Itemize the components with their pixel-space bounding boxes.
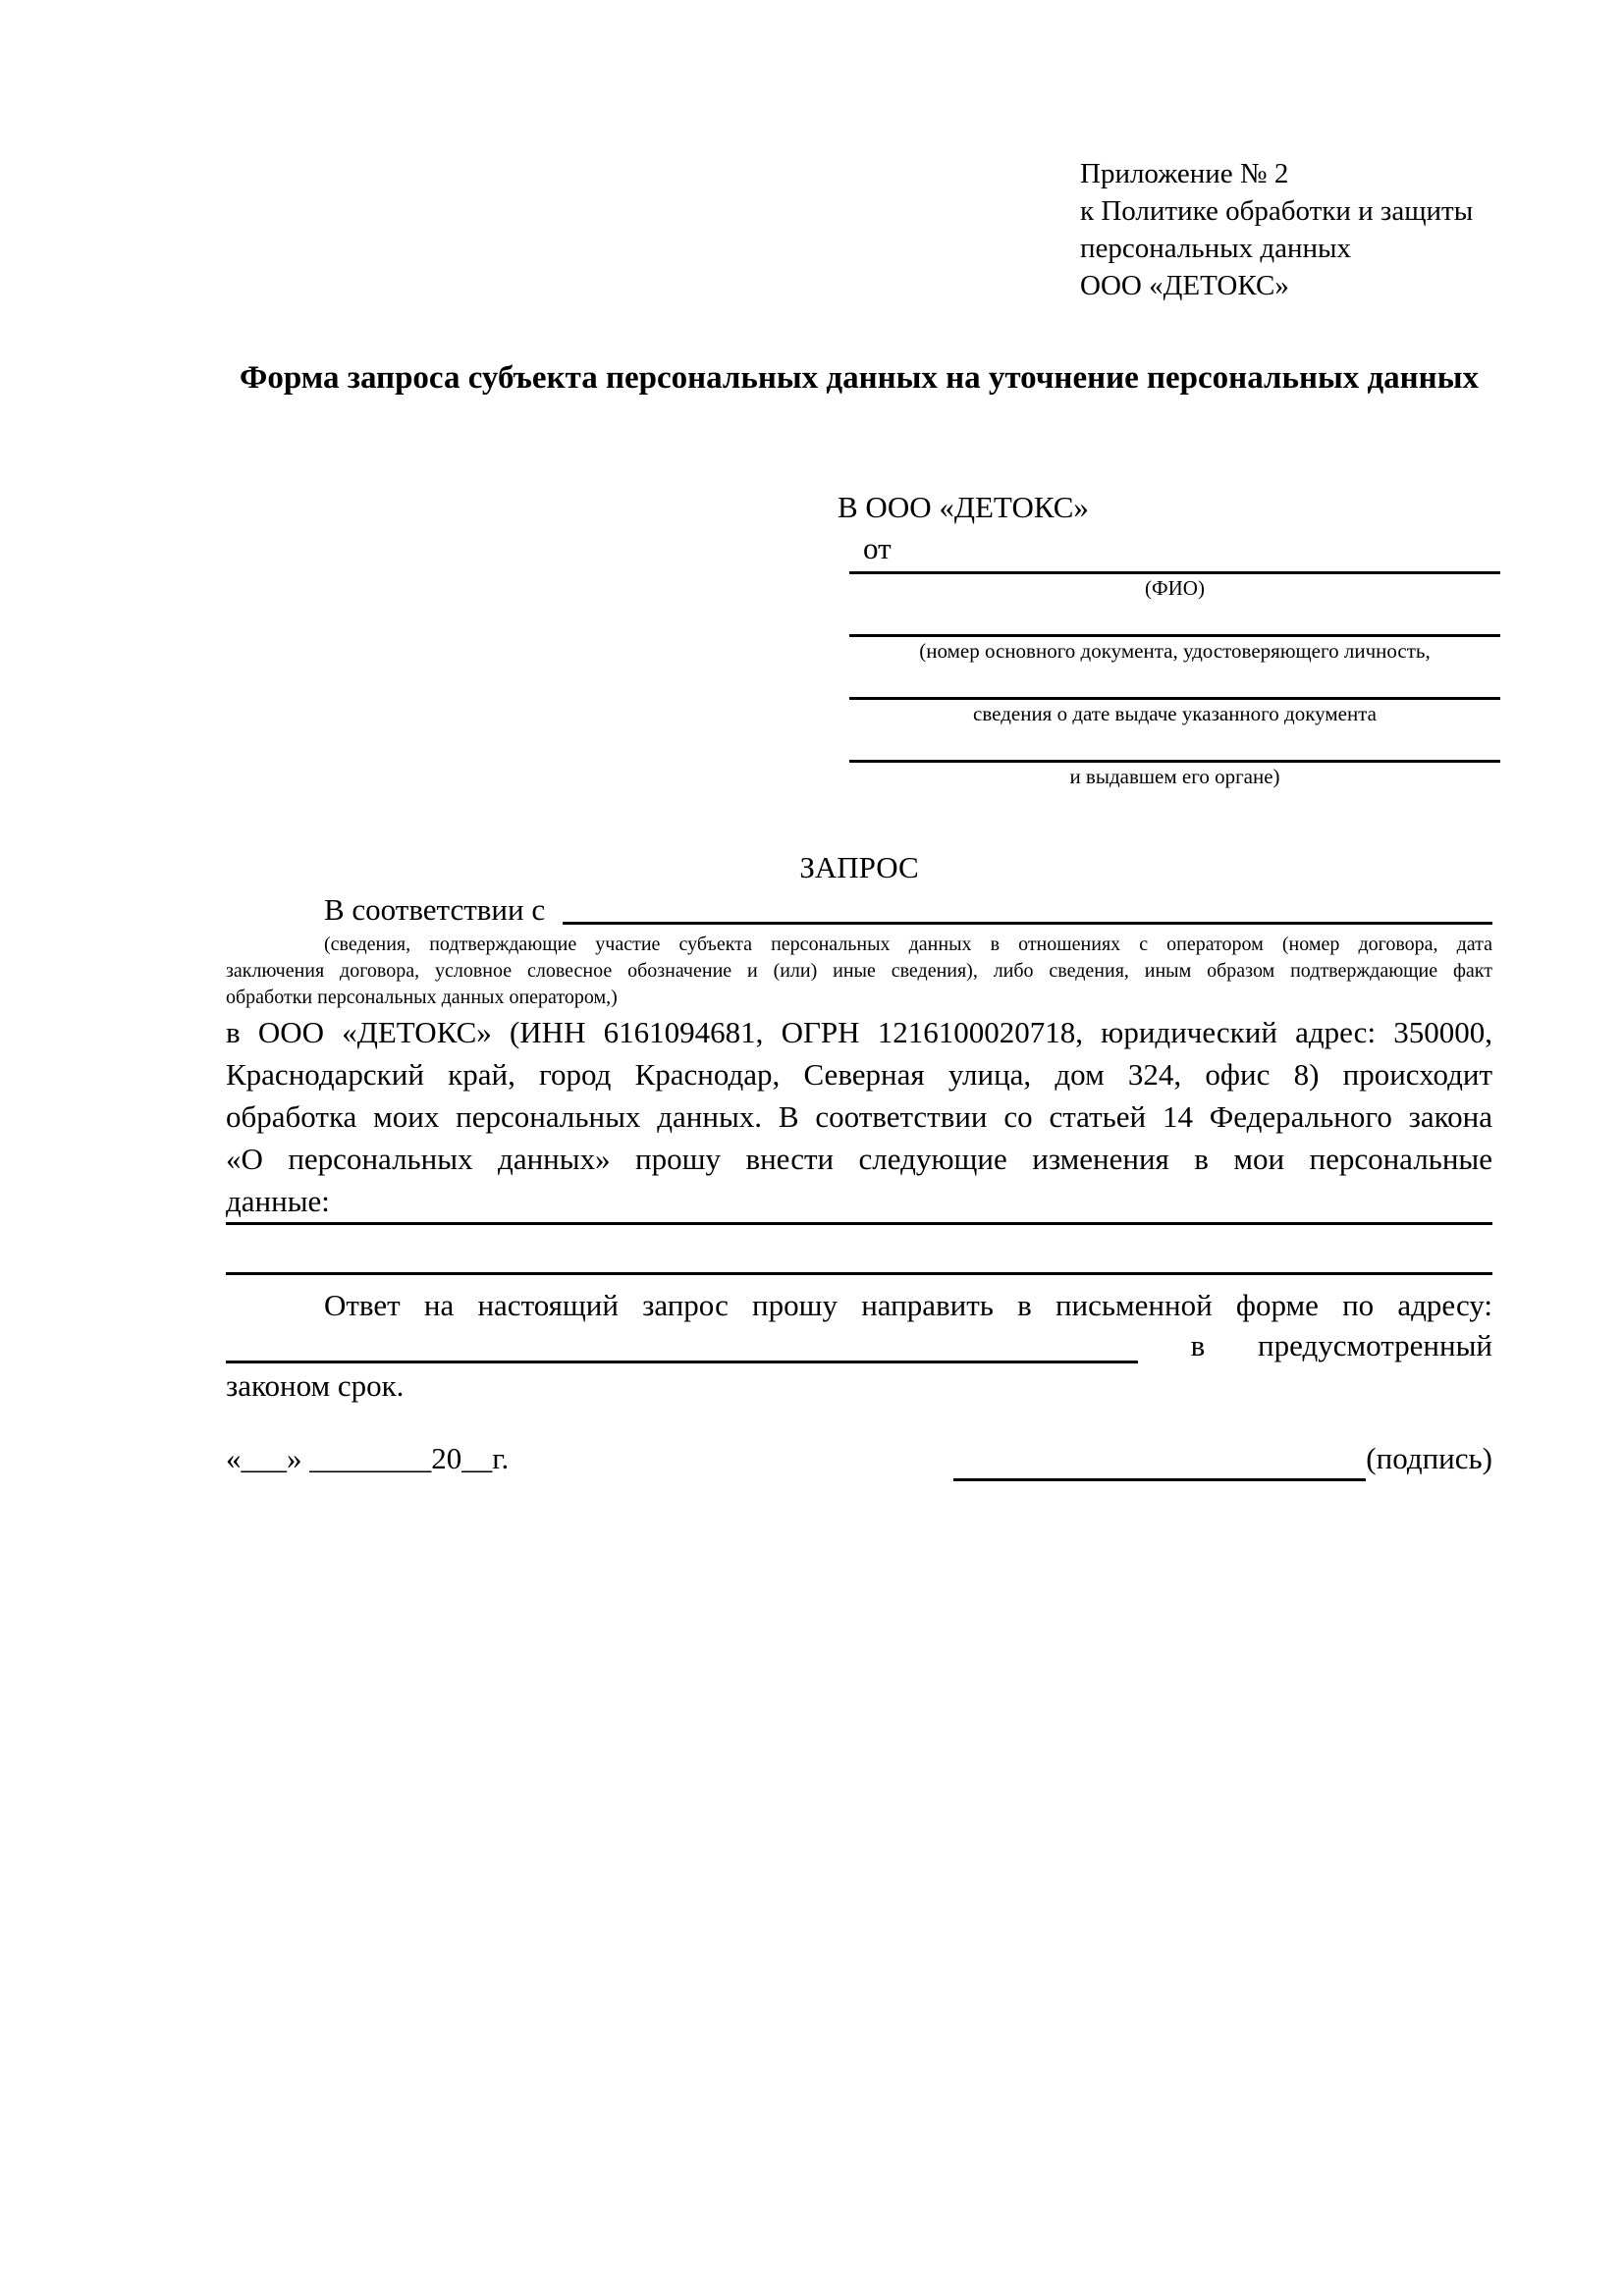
request-heading: ЗАПРОС	[799, 850, 919, 884]
main-paragraph-line-4: «О персональных данных» прошу внести следующие изменения в мои персональные	[226, 1142, 1492, 1176]
accordance-footnote	[226, 932, 1492, 1011]
fio-blank-line	[849, 551, 1500, 574]
appendix-line-4: ООО «ДЕТОКС»	[1080, 270, 1289, 301]
issuing-authority-caption: и выдавшем его органе)	[1069, 765, 1280, 788]
issue-date-blank-line	[849, 676, 1500, 700]
changes-blank-line-2	[226, 1225, 1492, 1275]
main-paragraph-line-3: обработка моих персональных данных. В соответствии со статьей 14 Федерального закона	[226, 1099, 1492, 1134]
date-signature-row	[226, 1436, 1492, 1481]
footnote-line-1: (сведения, подтверждающие участие субъекта персональных данных в отношениях с оператором (номер договора, дата	[324, 934, 1492, 955]
answer-word-predusmotrenny: предусмотренный	[1258, 1328, 1492, 1362]
document-number-caption: (номер основного документа, удостоверяющего личность,	[919, 639, 1431, 663]
issuing-authority-field	[849, 739, 1500, 790]
accordance-label: В соответствии с	[324, 892, 553, 927]
main-paragraph-line-5: данные:	[226, 1184, 330, 1218]
issue-date-caption: сведения о дате выдаче указанного документа	[973, 702, 1377, 725]
fio-caption: (ФИО)	[1145, 576, 1205, 600]
main-paragraph-line-2: Краснодарский край, город Краснодар, Северная улица, дом 324, офис 8) происходит	[226, 1057, 1492, 1092]
identity-fill-fields	[849, 551, 1500, 802]
document-number-blank-line	[849, 614, 1500, 637]
issuing-authority-blank-line	[849, 739, 1500, 763]
issue-date-field	[849, 676, 1500, 727]
signature-group	[953, 1436, 1492, 1481]
date-fill-text: «___» ________20__г.	[226, 1441, 510, 1475]
signature-caption: (подпись)	[1366, 1441, 1492, 1475]
signature-blank-line	[953, 1446, 1366, 1481]
addressee-to: В ООО «ДЕТОКС»	[838, 490, 1089, 524]
answer-term-line: законом срок.	[226, 1368, 405, 1403]
appendix-line-1: Приложение № 2	[1080, 158, 1289, 189]
address-blank-line	[226, 1328, 1138, 1363]
appendix-line-3: персональных данных	[1080, 233, 1352, 264]
answer-address-line	[226, 1328, 1492, 1363]
answer-request-line: Ответ на настоящий запрос прошу направить в письменной форме по адресу:	[324, 1288, 1492, 1322]
appendix-note	[1080, 155, 1473, 304]
main-paragraph-line-1: в ООО «ДЕТОКС» (ИНН 6161094681, ОГРН 1216100020718, юридический адрес: 350000,	[226, 1015, 1492, 1049]
answer-word-v: в	[1190, 1328, 1206, 1362]
accordance-blank-line	[563, 922, 1492, 925]
accordance-line	[226, 888, 1492, 932]
request-body	[226, 888, 1492, 1481]
appendix-line-2: к Политике обработки и защиты	[1080, 195, 1474, 227]
fio-field	[849, 551, 1500, 602]
footnote-line-3: обработки персональных данных оператором,)	[226, 987, 618, 1008]
main-paragraph	[226, 1011, 1492, 1222]
addressee-from-label: от	[863, 531, 892, 565]
document-title: Форма запроса субъекта персональных данных на уточнение персональных данных	[240, 360, 1479, 396]
footnote-line-2: заключения договора, условное словесное обозначение и (или) иные сведения), либо сведения, иным образом подтверждающие факт	[226, 960, 1492, 982]
document-number-field	[849, 614, 1500, 665]
